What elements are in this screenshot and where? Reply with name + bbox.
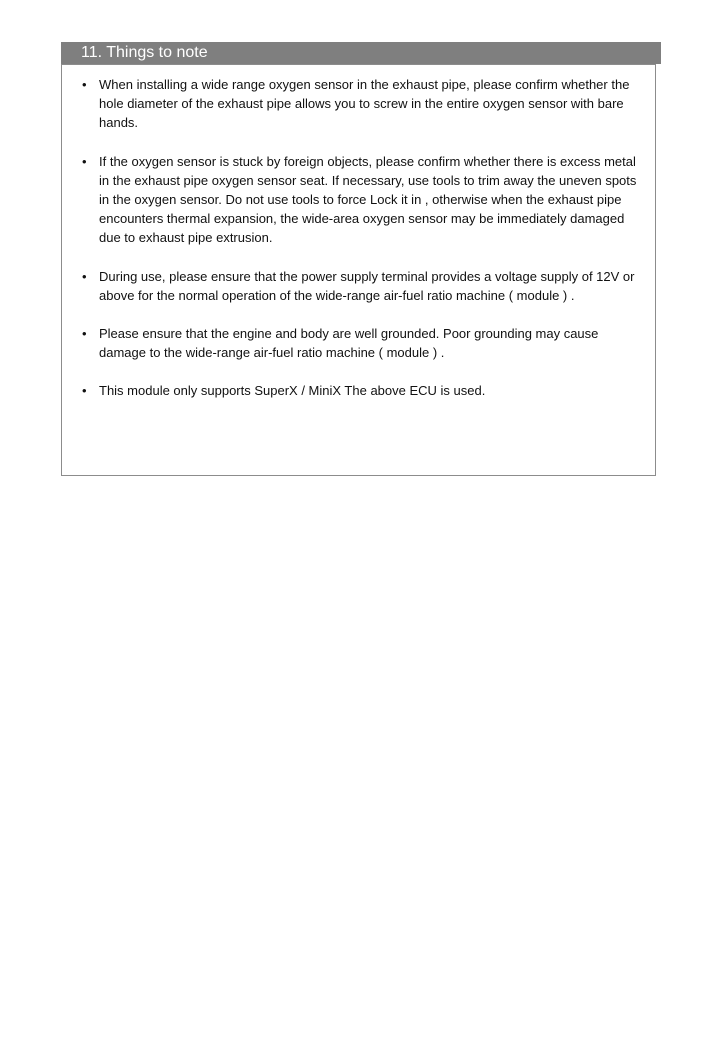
- bullet-icon: •: [82, 326, 87, 342]
- bullet-icon: •: [82, 268, 87, 284]
- section-header: [61, 42, 661, 64]
- note-text: When installing a wide range oxygen sensor in the exhaust pipe, please confirm whether the hole diameter of the exhaust pipe allows you to screw in the entire oxygen sensor with bare hands.: [99, 77, 630, 131]
- section-title: 11. Things to note: [81, 44, 208, 61]
- note-item-ecu-support: [62, 381, 655, 400]
- note-item-installation: [62, 75, 655, 133]
- note-item-power-supply: [62, 267, 655, 305]
- note-item-grounding: [62, 324, 655, 362]
- bullet-icon: •: [82, 77, 87, 92]
- note-text: This module only supports SuperX / MiniX The above ECU is used.: [99, 383, 486, 399]
- bullet-icon: •: [82, 383, 87, 399]
- notes-list: [62, 75, 655, 420]
- note-text: If the oxygen sensor is stuck by foreign objects, please confirm whether there is excess metal in the exhaust pipe oxygen sensor seat. If necessary, use tools to trim away the uneven spots in the oxygen sensor. Do not use tools to force Lock it in , otherwise when the exhaust pipe encounters thermal expansion, the wide-area oxygen sensor may be immediately damaged due to exhaust pipe extrusion.: [99, 153, 637, 246]
- bullet-icon: •: [82, 153, 87, 169]
- note-text: During use, please ensure that the power supply terminal provides a voltage supply of 12V or above for the normal operation of the wide-range air-fuel ratio machine ( module ) .: [99, 268, 635, 303]
- notes-box: [61, 64, 656, 476]
- note-text: Please ensure that the engine and body are well grounded. Poor grounding may cause damage to the wide-range air-fuel ratio machine ( module ) .: [99, 326, 599, 361]
- note-item-foreign-objects: [62, 152, 655, 248]
